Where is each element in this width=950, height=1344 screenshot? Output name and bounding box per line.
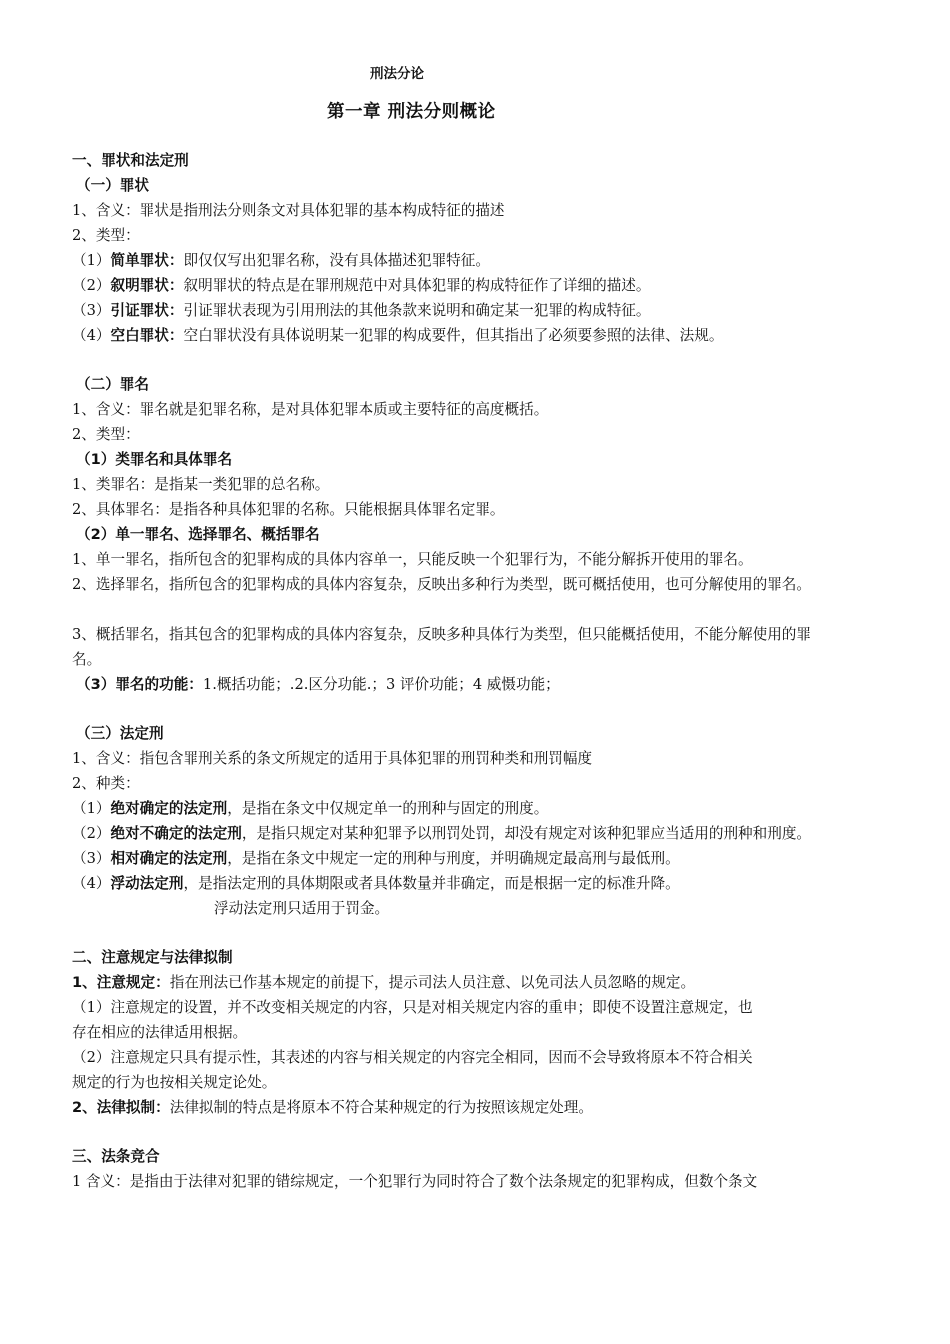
text-line xyxy=(72,550,753,570)
doc-title: 刑法分论 xyxy=(370,66,424,82)
text-run: 1.概括功能；.2.区分功能.；3 评价功能；4 威慑功能； xyxy=(202,676,560,693)
text-run: 空白罪状没有具体说明某一犯罪的构成要件，但其指出了必须要参照的法律、法规。 xyxy=(183,327,724,344)
text-run: （4） xyxy=(72,875,111,892)
text-line xyxy=(72,500,505,520)
text-line xyxy=(72,276,650,296)
text-line xyxy=(76,675,560,695)
text-line xyxy=(72,1073,276,1093)
text-run: （1） xyxy=(72,800,111,817)
text-line xyxy=(72,799,548,819)
bold-term: 一、罪状和法定刑 xyxy=(72,152,189,169)
text-line xyxy=(72,650,101,670)
text-line xyxy=(76,375,149,395)
text-line xyxy=(72,201,505,221)
text-line xyxy=(76,525,320,545)
text-run: 2、类型： xyxy=(72,426,140,443)
text-line xyxy=(72,948,233,968)
text-run: 浮动法定刑只适用于罚金。 xyxy=(214,900,390,917)
bold-term: （1）类罪名和具体罪名 xyxy=(76,451,233,468)
text-run: 2、种类： xyxy=(72,775,140,792)
text-line xyxy=(72,226,140,246)
text-run: （3） xyxy=(72,302,111,319)
bold-term: 空白罪状： xyxy=(110,327,184,344)
text-run: ，是指只规定对某种犯罪予以刑罚处罚，却没有规定对该种犯罪应当适用的刑种和刑度。 xyxy=(241,825,812,842)
bold-term: （一）罪状 xyxy=(76,177,149,194)
text-line xyxy=(72,425,140,445)
text-line xyxy=(72,475,329,495)
text-run: 叙明罪状的特点是在罪刑规范中对具体犯罪的构成特征作了详细的描述。 xyxy=(183,277,651,294)
bold-term: 简单罪状： xyxy=(110,252,184,269)
text-run: （2）注意规定只具有提示性，其表述的内容与相关规定的内容完全相同，因而不会导致将原本不符合相关 xyxy=(72,1049,753,1066)
bold-term: 2、法律拟制： xyxy=(72,1099,170,1116)
text-run: 指在刑法已作基本规定的前提下，提示司法人员注意、以免司法人员忽略的规定。 xyxy=(169,974,696,991)
bold-term: 相对确定的法定刑 xyxy=(110,850,228,867)
text-run: （1） xyxy=(72,252,111,269)
text-line xyxy=(72,1172,757,1192)
text-line xyxy=(76,450,232,470)
bold-term: 绝对确定的法定刑 xyxy=(110,800,228,817)
bold-term: （三）法定刑 xyxy=(76,725,164,742)
text-line xyxy=(72,151,189,171)
text-line xyxy=(72,326,723,346)
text-run: ，是指在条文中仅规定单一的刑种与固定的刑度。 xyxy=(227,800,549,817)
text-run: 法律拟制的特点是将原本不符合某种规定的行为按照该规定处理。 xyxy=(169,1099,593,1116)
text-run: 2、类型： xyxy=(72,227,140,244)
chapter-title: 第一章 刑法分则概论 xyxy=(327,102,496,122)
text-line xyxy=(72,1098,593,1118)
text-run: 2、具体罪名：是指各种具体犯罪的名称。只能根据具体罪名定罪。 xyxy=(72,501,505,518)
text-line xyxy=(76,724,164,744)
text-line xyxy=(72,774,140,794)
text-line xyxy=(72,1023,247,1043)
text-run: 规定的行为也按相关规定论处。 xyxy=(72,1074,277,1091)
bold-term: 三、法条竞合 xyxy=(72,1148,160,1165)
text-line xyxy=(72,575,811,595)
text-run: 即仅仅写出犯罪名称，没有具体描述犯罪特征。 xyxy=(183,252,490,269)
text-run: 1 含义：是指由于法律对犯罪的错综规定，一个犯罪行为同时符合了数个法条规定的犯罪构成，但数个条文 xyxy=(72,1173,758,1190)
text-run: 1、含义：罪名就是犯罪名称，是对具体犯罪本质或主要特征的高度概括。 xyxy=(72,401,549,418)
bold-term: （二）罪名 xyxy=(76,376,149,393)
text-run: （3） xyxy=(72,850,111,867)
text-line xyxy=(72,874,680,894)
text-line xyxy=(72,400,548,420)
bold-term: 叙明罪状： xyxy=(110,277,184,294)
text-line xyxy=(72,1147,160,1167)
text-run: 1、含义：罪状是指刑法分则条文对具体犯罪的基本构成特征的描述 xyxy=(72,202,505,219)
text-run: 2、选择罪名，指所包含的犯罪构成的具体内容复杂，反映出多种行为类型，既可概括使用，也可分解使用的罪名。 xyxy=(72,576,811,593)
text-run: （2） xyxy=(72,825,111,842)
text-line xyxy=(72,824,811,844)
text-run: （2） xyxy=(72,277,111,294)
text-line xyxy=(72,749,592,769)
text-line xyxy=(72,625,811,645)
bold-term: （3）罪名的功能： xyxy=(76,676,203,693)
text-line xyxy=(72,1048,753,1068)
text-run: 1、含义：指包含罪刑关系的条文所规定的适用于具体犯罪的刑罚种类和刑罚幅度 xyxy=(72,750,593,767)
text-line xyxy=(72,849,680,869)
text-run: 3、概括罪名，指其包含的犯罪构成的具体内容复杂，反映多种具体行为类型，但只能概括使用，不能分解使用的罪 xyxy=(72,626,811,643)
bold-term: 1、注意规定： xyxy=(72,974,170,991)
text-run: 引证罪状表现为引用刑法的其他条款来说明和确定某一犯罪的构成特征。 xyxy=(183,302,651,319)
text-line xyxy=(72,998,753,1018)
text-run: ，是指法定刑的具体期限或者具体数量并非确定，而是根据一定的标准升降。 xyxy=(183,875,680,892)
text-run: （4） xyxy=(72,327,111,344)
bold-term: 引证罪状： xyxy=(110,302,184,319)
bold-term: 浮动法定刑 xyxy=(110,875,184,892)
text-run: ，是指在条文中规定一定的刑种与刑度，并明确规定最高刑与最低刑。 xyxy=(227,850,680,867)
text-line xyxy=(72,973,695,993)
text-line xyxy=(76,176,149,196)
text-line xyxy=(72,301,650,321)
bold-term: 绝对不确定的法定刑 xyxy=(110,825,242,842)
text-run: 1、类罪名：是指某一类犯罪的总名称。 xyxy=(72,476,330,493)
bold-term: 二、注意规定与法律拟制 xyxy=(72,949,233,966)
text-run: 存在相应的法律适用根据。 xyxy=(72,1024,248,1041)
text-run: （1）注意规定的设置，并不改变相关规定的内容，只是对相关规定内容的重申；即使不设置注意规定，也 xyxy=(72,999,753,1016)
text-run: 名。 xyxy=(72,651,102,668)
bold-term: （2）单一罪名、选择罪名、概括罪名 xyxy=(76,526,320,543)
text-run: 1、单一罪名，指所包含的犯罪构成的具体内容单一，只能反映一个犯罪行为，不能分解拆开使用的罪名。 xyxy=(72,551,753,568)
text-line xyxy=(214,899,389,919)
text-line xyxy=(72,251,490,271)
